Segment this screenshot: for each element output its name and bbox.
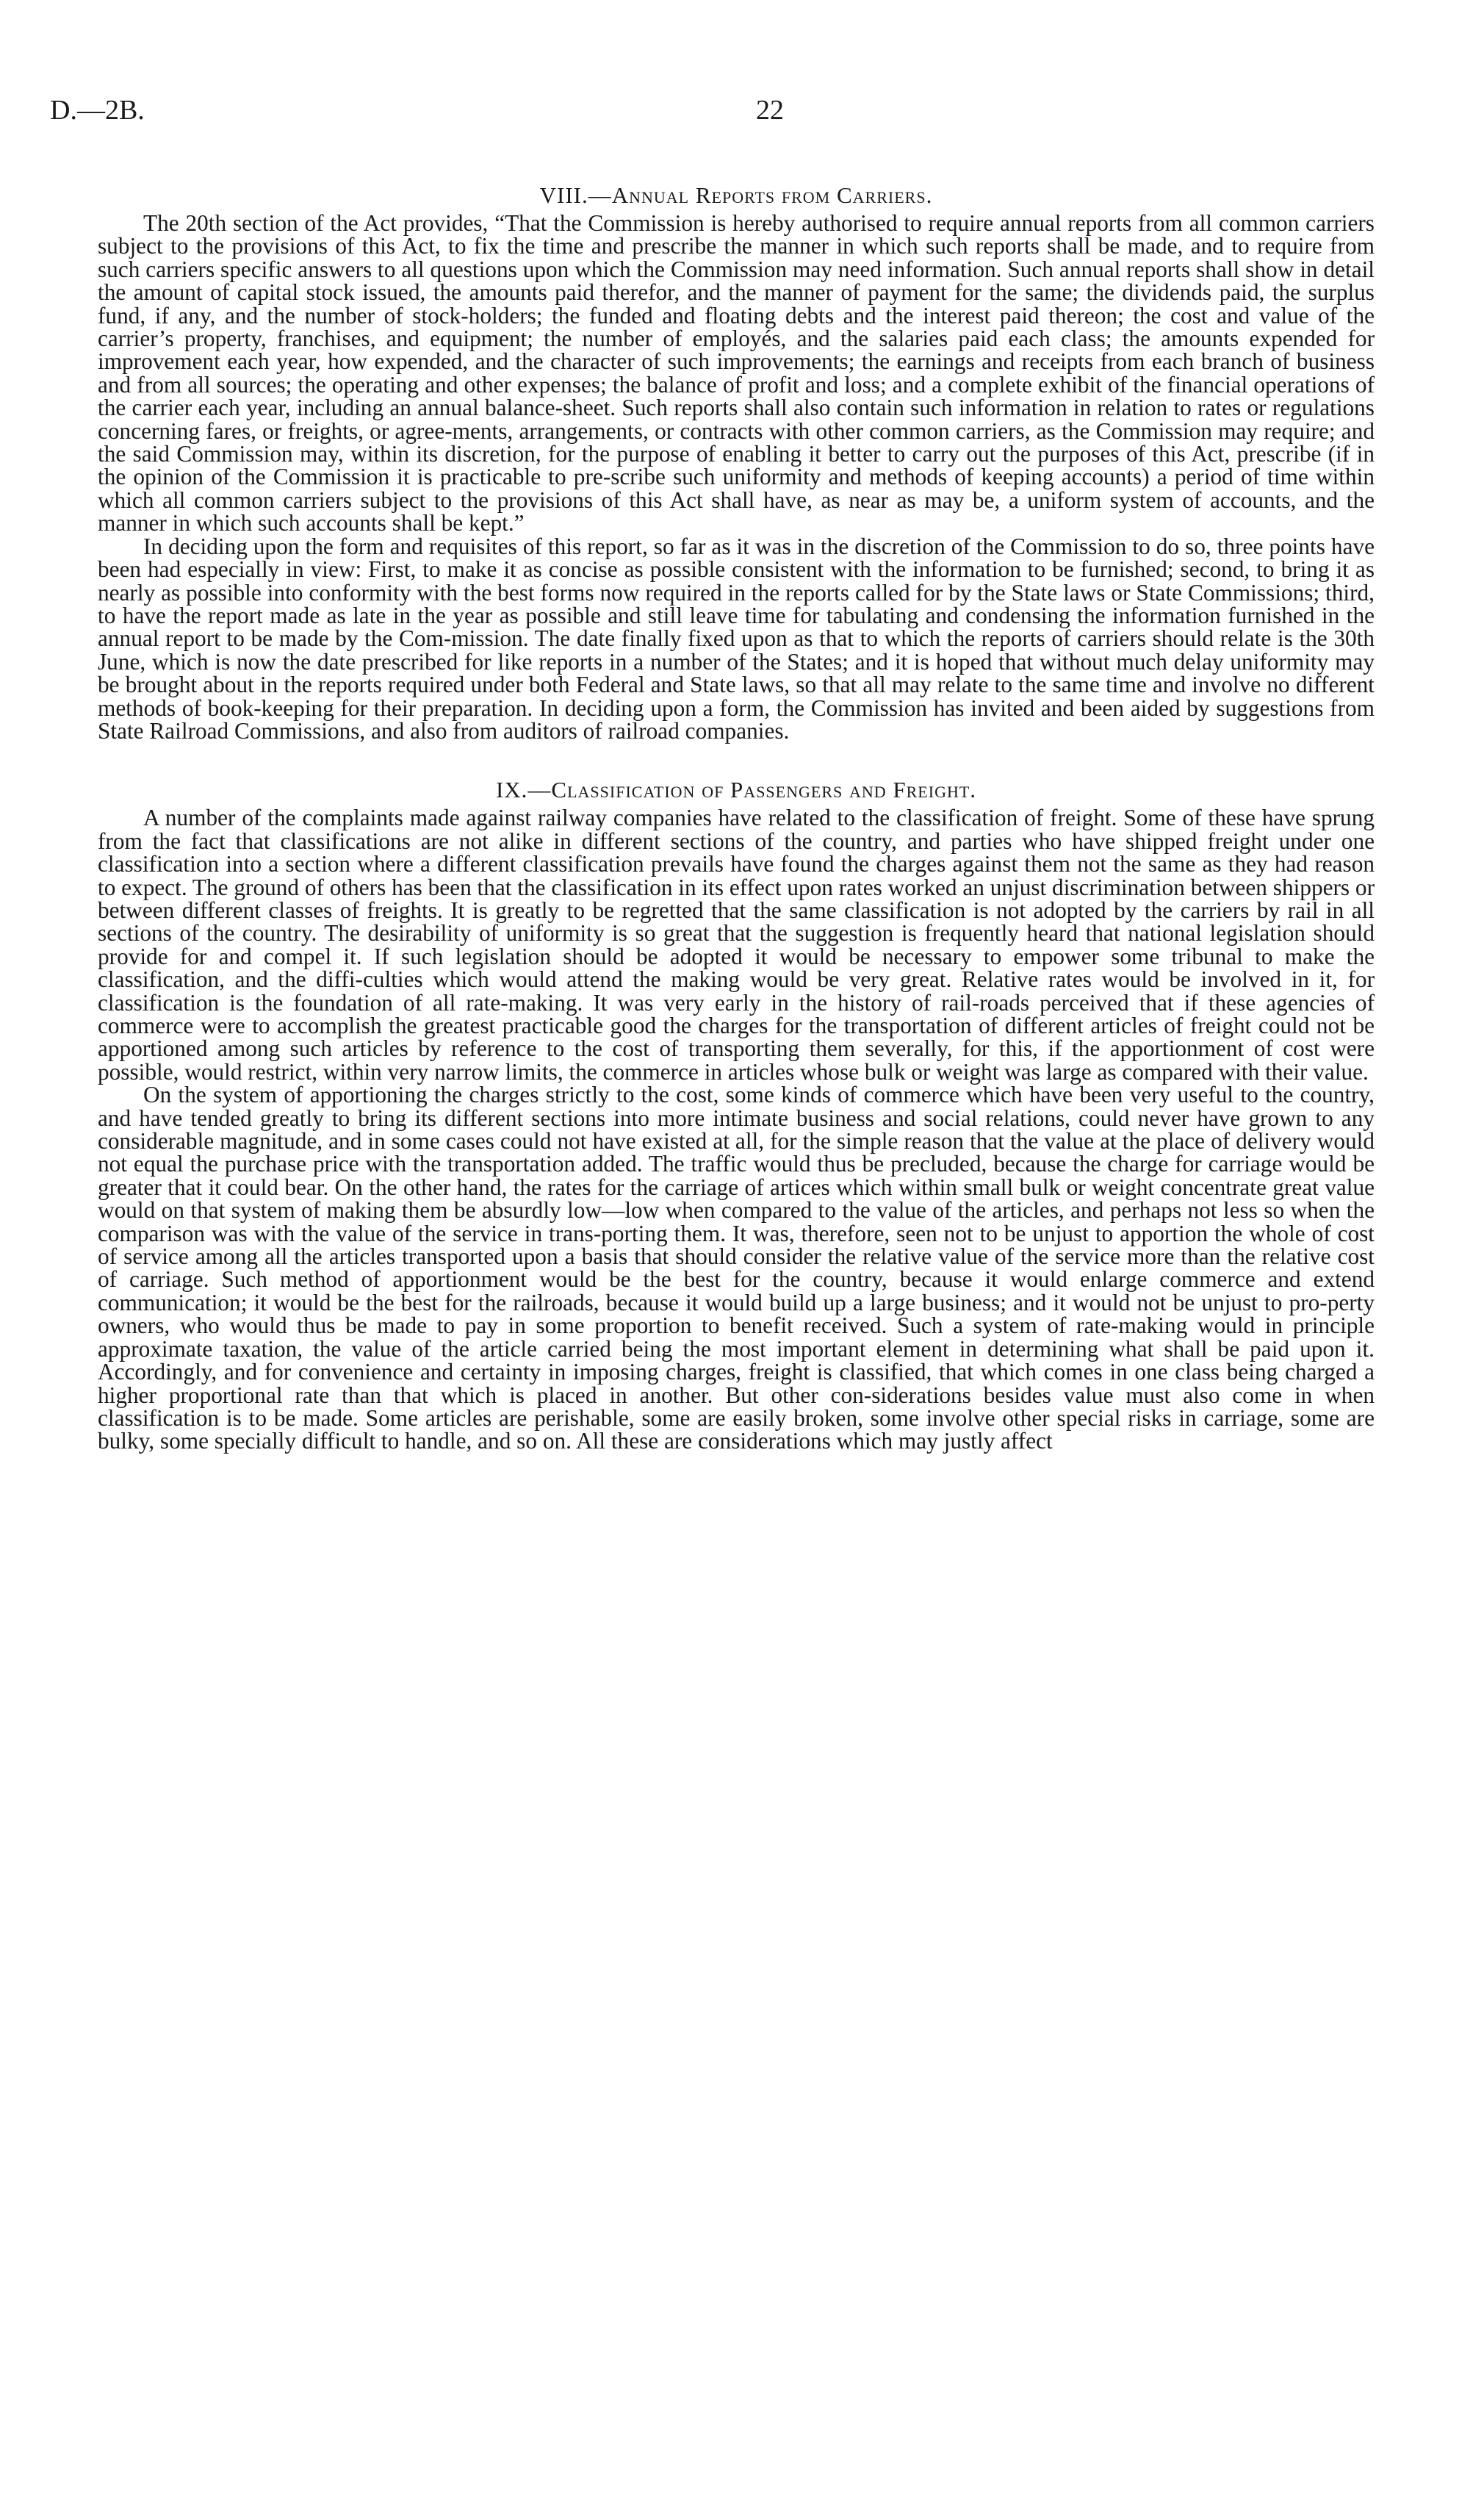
- section-heading: VIII.—Annual Reports from Carriers.: [539, 182, 933, 208]
- body-text: [98, 182, 1375, 1453]
- paragraph: The 20th section of the Act provides, “That the Commission is hereby authorised to require annual reports from all common carriers subject to the provisions of this Act, to fix the time and prescribe the manner in which such reports shall be made, and to require from such carriers specific answers to all questions upon which the Commission may need information. Such annual reports shall show in detail the amount of capital stock issued, the amounts paid therefor, and the manner of payment for the same; the dividends paid, the surplus fund, if any, and the number of stock-holders; the funded and floating debts and the interest paid thereon; the cost and value of the carrier’s property, franchises, and equipment; the number of employés, and the salaries paid each class; the amounts expended for improvement each year, how expended, and the character of such improvements; the earnings and receipts from each branch of business and from all sources; the operating and other expenses; the balance of profit and loss; and a complete exhibit of the financial operations of the carrier each year, including an annual balance-sheet. Such reports shall also contain such information in relation to rates or regulations concerning fares, or freights, or agree-ments, arrangements, or contracts with other common carriers, as the Commission may require; and the said Commission may, within its discretion, for the purpose of enabling it better to carry out the purposes of this Act, prescribe (if in the opinion of the Commission it is practicable to pre-scribe such uniformity and methods of keeping accounts) a period of time within which all common carriers subject to the provisions of this Act shall have, as near as may be, a uniform system of accounts, and the manner in which such accounts shall be kept.”: [98, 210, 1375, 536]
- document-reference: D.—2B.: [50, 95, 145, 126]
- paragraph: In deciding upon the form and requisites of this report, so far as it was in the discretion of the Commission to do so, three points have been had especially in view: First, to make it as concise as possible consistent with the information to be furnished; second, to bring it as nearly as possible into conformity with the best forms now required in the reports called for by the State laws or State Commissions; third, to have the report made as late in the year as possible and still leave time for tabulating and condensing the information furnished in the annual report to be made by the Com-mission. The date finally fixed upon as that to which the reports of carriers should relate is the 30th June, which is now the date prescribed for like reports in a number of the States; and it is hoped that without much delay uniformity may be brought about in the reports required under both Federal and State laws, so that all may relate to the same time and involve no different methods of book-keeping for their preparation. In deciding upon a form, the Commission has invited and been aided by suggestions from State Railroad Commissions, and also from auditors of railroad companies.: [98, 533, 1375, 744]
- section-annual-reports: [98, 182, 1375, 742]
- page-header: [50, 94, 1446, 138]
- paragraph: On the system of apportioning the charges strictly to the cost, some kinds of commerce which have been very useful to the country, and have tended greatly to bring its different sections into more intimate business and social relations, could never have grown to any considerable magnitude, and in some cases could not have existed at all, for the simple reason that the value at the place of delivery would not equal the purchase price with the transportation added. The traffic would thus be precluded, because the charge for carriage would be greater that it could bear. On the other hand, the rates for the carriage of artices which within small bulk or weight concentrate great value would on that system of making them be absurdly low—low when compared to the value of the articles, and perhaps not less so when the comparison was with the value of the service in trans-porting them. It was, therefore, seen not to be unjust to apportion the whole of cost of service among all the articles transported upon a basis that should consider the relative value of the service more than the relative cost of carriage. Such method of apportionment would be the best for the country, because it would enlarge commerce and extend communication; it would be the best for the railroads, because it would build up a large business; and it would not be unjust to pro-perty owners, who would thus be made to pay in some proportion to benefit received. Such a system of rate-making would in principle approximate taxation, the value of the article carried being the most important element in determining what shall be paid upon it. Accordingly, and for convenience and certainty in imposing charges, freight is classified, that which comes in one class being charged a higher proportional rate than that which is placed in another. But other con-siderations besides value must also come in when classification is to be made. Some articles are perishable, some are easily broken, some involve other special risks in carriage, some are bulky, some specially difficult to handle, and so on. All these are considerations which may justly affect: [98, 1082, 1375, 1454]
- paragraph: A number of the complaints made against railway companies have related to the classification of freight. Some of these have sprung from the fact that classifications are not alike in different sections of the country, and parties who have shipped freight under one classification into a section where a different classification prevails have found the charges against them not the same as they had reason to expect. The ground of others has been that the classification in its effect upon rates worked an unjust discrimination between shippers or between different classes of freights. It is greatly to be regretted that the same classification is not adopted by the carriers by rail in all sections of the country. The desirability of uniformity is so great that the suggestion is frequently heard that national legislation should provide for and compel it. If such legislation should be adopted it would be necessary to empower some tribunal to make the classification, and the diffi-culties which would attend the making would be very great. Relative rates would be involved in it, for classification is the foundation of all rate-making. It was very early in the history of rail-roads perceived that if these agencies of commerce were to accomplish the greatest practicable good the charges for the transportation of different articles of freight could not be apportioned among such articles by reference to the cost of transporting them severally, for this, if the apportionment of cost were possible, would restrict, within very narrow limits, the commerce in articles whose bulk or weight was large as compared with their value.: [98, 805, 1375, 1085]
- section-heading: IX.—Classification of Passengers and Freight.: [495, 777, 977, 803]
- page-number: 22: [756, 95, 784, 126]
- section-classification: [98, 777, 1375, 1452]
